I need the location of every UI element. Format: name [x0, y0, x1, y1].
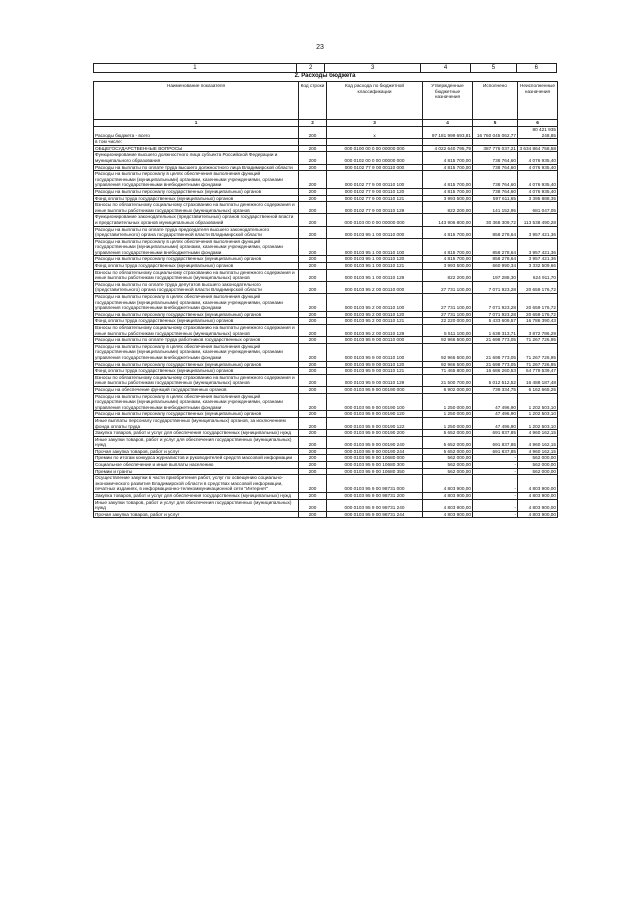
table-row [94, 256, 558, 263]
top-col-2: 2 [296, 64, 325, 73]
table-row [94, 411, 558, 418]
row-executed: 738 764,60 [473, 164, 518, 171]
row-budget-code: 000 0103 95 9 00 00190 240 [327, 436, 423, 448]
row-executed: - [473, 475, 518, 493]
table-row [94, 214, 558, 226]
table-row [94, 511, 558, 518]
row-line-code [299, 139, 327, 146]
row-executed: - [473, 462, 518, 469]
row-budget-code: 000 0103 95 2 00 00110 120 [327, 311, 423, 318]
table-row [94, 281, 558, 293]
row-budget-code: 000 0103 95 9 00 00190 122 [327, 417, 423, 429]
row-unexecuted: 1 202 503,10 [518, 393, 558, 411]
row-line-code: 200 [299, 226, 327, 238]
row-line-code: 200 [299, 202, 327, 214]
row-executed: 7 071 923,28 [473, 311, 518, 318]
row-executed: - [473, 511, 518, 518]
row-unexecuted: 1 202 503,10 [518, 411, 558, 418]
row-name: Взносы по обязательному социальному страхованию на выплаты денежного содержания и иные выплаты работникам государственных (муниципальных) органов [94, 269, 299, 281]
row-name: Фонд оплаты труда государственных (муниципальных) органов [94, 318, 299, 325]
col-number: 3 [327, 120, 423, 127]
row-name: Фонд оплаты труда государственных (муниципальных) органов [94, 368, 299, 375]
row-line-code: 200 [299, 368, 327, 375]
row-approved: 822 200,00 [423, 269, 473, 281]
row-name: Функционирование законодательных (представительных) органов государственной власти и представительных органов муниципальных образований [94, 214, 299, 226]
row-line-code: 200 [299, 337, 327, 344]
row-executed: 660 990,34 [473, 263, 518, 270]
table-row [94, 325, 558, 337]
row-approved: 1 250 000,00 [423, 393, 473, 411]
header-unexecuted: Неисполненные назначения [518, 82, 558, 120]
row-executed: - [473, 455, 518, 462]
row-line-code: 200 [299, 343, 327, 361]
row-executed: - [473, 468, 518, 475]
row-approved [423, 139, 473, 146]
row-approved: 4 815 700,00 [423, 188, 473, 195]
row-approved: 97 181 999 693,81 [423, 127, 473, 139]
row-budget-code: 000 0103 95 9 00 00190 200 [327, 430, 423, 437]
row-executed: 47 496,90 [473, 417, 518, 429]
row-unexecuted: 71 267 726,95 [518, 361, 558, 368]
row-executed: 858 278,64 [473, 238, 518, 256]
row-unexecuted: 4 960 162,15 [518, 448, 558, 455]
table-row [94, 343, 558, 361]
row-line-code: 200 [299, 417, 327, 429]
row-approved: 4 815 700,00 [423, 256, 473, 263]
row-name: Расходы на выплаты персоналу в целях обеспечения выполнения функций государственными (муниципальными) органами, казенными учреждениями, органами управления государственными внебюджетными фондами [94, 238, 299, 256]
row-name: в том числе: [94, 139, 299, 146]
table-row [94, 499, 558, 511]
row-name: Расходы на выплаты персоналу государственных (муниципальных) органов [94, 188, 299, 195]
header-executed: Исполнено [473, 82, 518, 120]
row-executed: 16 686 260,53 [473, 368, 518, 375]
table-row [94, 195, 558, 202]
row-unexecuted: 4 076 935,40 [518, 164, 558, 171]
header-code: Код строки [299, 82, 327, 120]
row-name: Функционирование высшего должностного лица субъекта Российской Федерации и муниципального образования [94, 152, 299, 164]
row-unexecuted: 624 911,70 [518, 269, 558, 281]
row-line-code: 200 [299, 171, 327, 189]
table-row [94, 430, 558, 437]
top-col-1: 1 [94, 64, 297, 73]
table-row [94, 374, 558, 386]
row-unexecuted: 562 000,00 [518, 455, 558, 462]
row-budget-code: 000 0103 95 9 00 00190 100 [327, 393, 423, 411]
row-line-code: 200 [299, 256, 327, 263]
row-approved: 22 220 000,00 [423, 318, 473, 325]
row-approved: 27 731 100,00 [423, 281, 473, 293]
row-approved: 5 652 000,00 [423, 448, 473, 455]
row-executed: 691 837,85 [473, 436, 518, 448]
row-line-code: 200 [299, 152, 327, 164]
row-name: Иные выплаты персоналу государственных (муниципальных) органов, за исключением фонда оплаты труда [94, 417, 299, 429]
row-budget-code: 000 0103 95 1 00 00110 100 [327, 238, 423, 256]
table-row [94, 493, 558, 500]
row-name: Расходы на выплаты персоналу в целях обеспечения выполнения функций государственными (муниципальными) органами, казенными учреждениями, органами управления государственными внебюджетными фондами [94, 343, 299, 361]
row-unexecuted: 3 332 509,66 [518, 263, 558, 270]
row-approved: 1 250 000,00 [423, 411, 473, 418]
table-row [94, 294, 558, 312]
row-line-code: 200 [299, 145, 327, 152]
col-number: 6 [518, 120, 558, 127]
row-name: Закупка товаров, работ и услуг для обеспечения государственных (муниципальных) нужд [94, 430, 299, 437]
continuation-header-row [93, 63, 557, 73]
table-row [94, 368, 558, 375]
row-executed: 21 698 773,05 [473, 337, 518, 344]
row-line-code: 200 [299, 361, 327, 368]
row-budget-code: 000 0103 95 2 00 00110 100 [327, 294, 423, 312]
row-approved: 143 906 800,00 [423, 214, 473, 226]
row-executed: 47 496,90 [473, 411, 518, 418]
table-row [94, 139, 558, 146]
table-row [94, 455, 558, 462]
row-line-code: 200 [299, 263, 327, 270]
row-name: Социальное обеспечение и иные выплаты населению [94, 462, 299, 469]
table-row [94, 417, 558, 429]
table-row [94, 164, 558, 171]
row-executed: 7 071 923,28 [473, 294, 518, 312]
row-unexecuted: 1 202 503,10 [518, 417, 558, 429]
table-row [94, 436, 558, 448]
row-approved: 4 022 640 795,79 [423, 145, 473, 152]
row-budget-code: 000 0103 95 9 00 00110 121 [327, 368, 423, 375]
table-row [94, 311, 558, 318]
row-name: Расходы на обеспечение функций государственных органов [94, 386, 299, 393]
row-line-code: 200 [299, 325, 327, 337]
row-line-code: 200 [299, 462, 327, 469]
row-line-code: 200 [299, 294, 327, 312]
row-budget-code: 000 0102 77 9 00 00110 129 [327, 202, 423, 214]
header-kbk: Код расхода по бюджетной классификации [327, 82, 423, 120]
row-name: Взносы по обязательному социальному страхованию на выплаты денежного содержания и иные выплаты работникам государственных (муниципальных) органов [94, 374, 299, 386]
row-name: Расходы на выплаты персоналу государственных (муниципальных) органов [94, 311, 299, 318]
row-executed: 5 433 609,57 [473, 318, 518, 325]
row-executed: 739 334,75 [473, 386, 518, 393]
row-line-code: 200 [299, 411, 327, 418]
row-budget-code: 000 0103 95 1 00 00110 129 [327, 269, 423, 281]
row-approved: 27 731 100,00 [423, 294, 473, 312]
row-budget-code: 000 0103 95 9 00 10680 300 [327, 462, 423, 469]
row-unexecuted: 71 267 726,95 [518, 343, 558, 361]
row-executed: 1 638 313,71 [473, 325, 518, 337]
row-approved: 562 000,00 [423, 455, 473, 462]
row-line-code: 200 [299, 238, 327, 256]
row-approved: 822 200,00 [423, 202, 473, 214]
table-row [94, 468, 558, 475]
row-approved: 4 815 700,00 [423, 164, 473, 171]
row-unexecuted: 6 162 665,25 [518, 386, 558, 393]
row-approved: 4 803 900,00 [423, 511, 473, 518]
row-budget-code: 000 0102 00 0 00 00000 000 [327, 152, 423, 164]
table-row [94, 393, 558, 411]
row-executed: 738 764,60 [473, 171, 518, 189]
row-name: Иные закупки товаров, работ и услуг для обеспечения государственных (муниципальных) нужд [94, 499, 299, 511]
row-executed: 16 760 045 062,77 [473, 127, 518, 139]
table-row [94, 269, 558, 281]
row-line-code: 200 [299, 127, 327, 139]
table-row [94, 145, 558, 152]
row-name: Фонд оплаты труда государственных (муниципальных) органов [94, 263, 299, 270]
row-budget-code: 000 0103 95 2 00 00110 121 [327, 318, 423, 325]
row-unexecuted: 4 803 900,00 [518, 475, 558, 493]
row-executed: 7 071 923,28 [473, 281, 518, 293]
row-line-code: 200 [299, 455, 327, 462]
row-executed: 21 698 773,05 [473, 343, 518, 361]
row-executed: 738 764,60 [473, 188, 518, 195]
row-line-code: 200 [299, 318, 327, 325]
row-approved: 92 966 500,00 [423, 343, 473, 361]
column-number-row [94, 120, 558, 127]
row-name: Прочая закупка товаров, работ и услуг [94, 511, 299, 518]
row-name: Закупка товаров, работ и услуг для обеспечения государственных (муниципальных) нужд [94, 493, 299, 500]
row-line-code: 200 [299, 281, 327, 293]
row-line-code: 200 [299, 188, 327, 195]
row-budget-code: 000 0103 95 9 00 00110 000 [327, 337, 423, 344]
row-line-code: 200 [299, 214, 327, 226]
row-approved: 5 652 000,00 [423, 430, 473, 437]
row-unexecuted: 4 960 162,15 [518, 436, 558, 448]
row-budget-code: 000 0103 95 1 00 00110 121 [327, 263, 423, 270]
row-name: Осуществление закупки в части приобретения работ, услуг по освещению социально-экономического развития Владимирской области в средствах массовой информации, печатных изданиях, в информационно-телекоммуникационной сети "Интернет" [94, 475, 299, 493]
row-executed: 21 698 773,05 [473, 361, 518, 368]
table-row [94, 337, 558, 344]
row-executed: 5 012 512,52 [473, 374, 518, 386]
table-header-row [94, 82, 558, 120]
row-unexecuted: 4 803 900,00 [518, 499, 558, 511]
table-row [94, 462, 558, 469]
row-unexecuted: 4 960 162,15 [518, 430, 558, 437]
row-approved: 4 803 900,00 [423, 499, 473, 511]
row-budget-code: 000 0103 00 0 00 00000 000 [327, 214, 423, 226]
top-col-6: 6 [516, 64, 556, 73]
row-approved: 3 993 500,00 [423, 263, 473, 270]
row-approved: 4 803 900,00 [423, 475, 473, 493]
row-unexecuted: 4 076 935,40 [518, 188, 558, 195]
row-executed: 597 611,65 [473, 195, 518, 202]
row-budget-code: 000 0103 95 9 00 00110 129 [327, 374, 423, 386]
row-name: ОБЩЕГОСУДАРСТВЕННЫЕ ВОПРОСЫ [94, 145, 299, 152]
row-line-code: 200 [299, 269, 327, 281]
row-unexecuted: 3 957 421,36 [518, 238, 558, 256]
row-name: Расходы на выплаты персоналу государственных (муниципальных) органов [94, 361, 299, 368]
row-line-code: 200 [299, 448, 327, 455]
row-budget-code [327, 139, 423, 146]
table-row [94, 361, 558, 368]
row-line-code: 200 [299, 393, 327, 411]
table-row [94, 127, 558, 139]
row-name: Расходы на выплаты персоналу государственных (муниципальных) органов [94, 256, 299, 263]
row-budget-code: 000 0103 95 1 00 00110 120 [327, 256, 423, 263]
row-approved: 6 902 000,00 [423, 386, 473, 393]
row-line-code: 200 [299, 430, 327, 437]
row-line-code: 200 [299, 386, 327, 393]
row-line-code: 200 [299, 499, 327, 511]
row-budget-code: 000 0102 77 9 00 00110 120 [327, 188, 423, 195]
row-line-code: 200 [299, 468, 327, 475]
row-approved: 562 000,00 [423, 462, 473, 469]
row-unexecuted: 54 779 539,47 [518, 368, 558, 375]
row-approved: 4 815 700,00 [423, 152, 473, 164]
row-budget-code: 000 0103 95 9 00 98731 200 [327, 493, 423, 500]
expenses-table [93, 81, 558, 518]
table-row [94, 171, 558, 189]
top-col-3: 3 [325, 64, 421, 73]
table-row [94, 238, 558, 256]
row-budget-code: 000 0103 95 9 00 00190 244 [327, 448, 423, 455]
row-approved: 562 000,00 [423, 468, 473, 475]
row-budget-code: 000 0103 95 1 00 00110 000 [327, 226, 423, 238]
row-executed: 141 152,95 [473, 202, 518, 214]
row-name: Расходы на выплаты по оплате труда высшего должностного лица Владимирской области [94, 164, 299, 171]
row-approved: 5 511 100,00 [423, 325, 473, 337]
row-line-code: 200 [299, 511, 327, 518]
table-row [94, 318, 558, 325]
row-name: Расходы на выплаты по оплате труда работников государственных органов [94, 337, 299, 344]
row-budget-code: 000 0103 95 9 00 00190 000 [327, 386, 423, 393]
col-number: 4 [423, 120, 473, 127]
row-line-code: 200 [299, 493, 327, 500]
row-approved: 4 815 700,00 [423, 171, 473, 189]
row-name: Расходы на выплаты по оплате труда депутатов высшего законодательного (представительного) органа государственной власти Владимирской области [94, 281, 299, 293]
row-budget-code: 000 0103 95 9 00 00110 100 [327, 343, 423, 361]
col-number: 5 [473, 120, 518, 127]
row-name: Расходы на выплаты персоналу в целях обеспечения выполнения функций государственными (муниципальными) органами, казенными учреждениями, органами управления государственными внебюджетными фондами [94, 393, 299, 411]
row-name: Расходы на выплаты персоналу в целях обеспечения выполнения функций государственными (муниципальными) органами, казенными учреждениями, органами управления государственными внебюджетными фондами [94, 171, 299, 189]
top-col-5: 5 [471, 64, 516, 73]
table-row [94, 386, 558, 393]
table-row [94, 448, 558, 455]
row-unexecuted: 20 659 176,72 [518, 294, 558, 312]
row-executed: 858 278,64 [473, 256, 518, 263]
row-approved: 21 500 700,00 [423, 374, 473, 386]
row-unexecuted: 4 803 900,00 [518, 511, 558, 518]
row-name: Прочая закупка товаров, работ и услуг [94, 448, 299, 455]
row-budget-code: 000 0103 95 9 00 10680 350 [327, 468, 423, 475]
row-unexecuted: 113 538 490,28 [518, 214, 558, 226]
row-unexecuted: 3 634 864 758,58 [519, 145, 556, 151]
row-approved: 4 815 700,00 [423, 238, 473, 256]
row-unexecuted: 681 047,05 [518, 202, 558, 214]
row-budget-code: 000 0103 95 9 00 98731 240 [327, 499, 423, 511]
row-approved: 27 731 100,00 [423, 311, 473, 318]
row-unexecuted: 20 659 176,72 [518, 281, 558, 293]
row-budget-code: 000 0100 00 0 00 00000 000 [327, 145, 423, 152]
row-unexecuted: 562 000,00 [518, 468, 558, 475]
row-approved: 71 465 800,00 [423, 368, 473, 375]
top-col-4: 4 [420, 64, 470, 73]
row-executed: 738 764,60 [473, 152, 518, 164]
row-budget-code: x [327, 127, 423, 139]
row-budget-code: 000 0102 77 9 00 00110 000 [327, 164, 423, 171]
row-line-code: 200 [299, 195, 327, 202]
row-executed: 691 837,85 [473, 430, 518, 437]
row-unexecuted: 3 872 786,29 [518, 325, 558, 337]
row-line-code: 200 [299, 311, 327, 318]
row-approved: 92 966 500,00 [423, 337, 473, 344]
row-approved: 5 652 000,00 [423, 436, 473, 448]
row-executed: 858 278,64 [473, 226, 518, 238]
row-approved: 1 250 000,00 [423, 417, 473, 429]
row-executed: - [473, 499, 518, 511]
row-budget-code: 000 0103 95 9 00 00190 120 [327, 411, 423, 418]
row-line-code: 200 [299, 164, 327, 171]
row-unexecuted: 16 786 390,43 [518, 318, 558, 325]
row-line-code: 200 [299, 374, 327, 386]
table-row [94, 188, 558, 195]
row-approved: 3 993 500,00 [423, 195, 473, 202]
row-name: Премии по итогам конкурса журналистов и руководителей средств массовой информации [94, 455, 299, 462]
row-budget-code: 000 0103 95 9 00 00110 120 [327, 361, 423, 368]
row-executed: 691 837,85 [473, 448, 518, 455]
row-name: Взносы по обязательному социальному страхованию на выплаты денежного содержания и иные выплаты работникам государственных (муниципальных) органов [94, 325, 299, 337]
row-unexecuted: 20 659 176,72 [518, 311, 558, 318]
row-unexecuted: 16 488 187,48 [518, 374, 558, 386]
row-budget-code: 000 0103 95 2 00 00110 000 [327, 281, 423, 293]
table-row [94, 152, 558, 164]
page-number: 23 [316, 44, 324, 51]
row-unexecuted: 71 267 726,95 [518, 337, 558, 344]
header-approved: Утвержденные бюджетные назначения [423, 82, 473, 120]
row-budget-code: 000 0103 95 9 00 98731 244 [327, 511, 423, 518]
row-unexecuted: 4 803 900,00 [518, 493, 558, 500]
row-approved: 92 966 500,00 [423, 361, 473, 368]
row-name: Расходы на выплаты по оплате труда председателя высшего законодательного (представительного) органа государственной власти Владимирской области [94, 226, 299, 238]
table-row [94, 263, 558, 270]
row-budget-code: 000 0103 95 2 00 00110 129 [327, 325, 423, 337]
row-budget-code: 000 0103 95 9 00 10680 000 [327, 455, 423, 462]
row-name: Премии и гранты [94, 468, 299, 475]
row-line-code: 200 [299, 436, 327, 448]
row-name: Расходы на выплаты персоналу в целях обеспечения выполнения функций государственными (муниципальными) органами, казенными учреждениями, органами управления государственными внебюджетными фондами [94, 294, 299, 312]
row-executed: - [473, 493, 518, 500]
row-name: Фонд оплаты труда государственных (муниципальных) органов [94, 195, 299, 202]
row-unexecuted: 3 395 888,35 [518, 195, 558, 202]
row-budget-code: 000 0103 95 9 00 98731 000 [327, 475, 423, 493]
row-executed: 387 776 037,21 [473, 145, 518, 152]
row-name: Взносы по обязательному социальному страхованию на выплаты денежного содержания и иные выплаты работникам государственных (муниципальных) органов [94, 202, 299, 214]
row-executed: 47 496,90 [473, 393, 518, 411]
row-unexecuted: 3 957 421,36 [518, 256, 558, 263]
row-unexecuted: 80 421 935 248,85 [518, 127, 558, 139]
table-row [94, 202, 558, 214]
col-number: 1 [94, 120, 299, 127]
row-name: Расходы на выплаты персоналу государственных (муниципальных) органов [94, 411, 299, 418]
row-executed: 197 288,30 [473, 269, 518, 281]
row-name: Расходы бюджета - всего [94, 127, 299, 139]
row-line-code: 200 [299, 475, 327, 493]
row-unexecuted: 562 000,00 [518, 462, 558, 469]
row-unexecuted [518, 139, 558, 146]
row-name: Иные закупки товаров, работ и услуг для обеспечения государственных (муниципальных) нужд [94, 436, 299, 448]
row-unexecuted: 4 076 935,40 [518, 152, 558, 164]
row-unexecuted: 4 076 935,40 [518, 171, 558, 189]
header-name: Наименование показателя [94, 82, 299, 120]
table-row [94, 475, 558, 493]
row-budget-code: 000 0102 77 9 00 00110 100 [327, 171, 423, 189]
row-budget-code: 000 0102 77 9 00 00110 121 [327, 195, 423, 202]
row-executed: 30 368 309,72 [473, 214, 518, 226]
row-executed [473, 139, 518, 146]
section-title: 2. Расходы бюджета [294, 73, 356, 79]
row-approved: 4 803 900,00 [423, 493, 473, 500]
row-unexecuted: 3 957 421,36 [518, 226, 558, 238]
col-number: 2 [299, 120, 327, 127]
row-approved: 4 815 700,00 [423, 226, 473, 238]
table-row [94, 226, 558, 238]
